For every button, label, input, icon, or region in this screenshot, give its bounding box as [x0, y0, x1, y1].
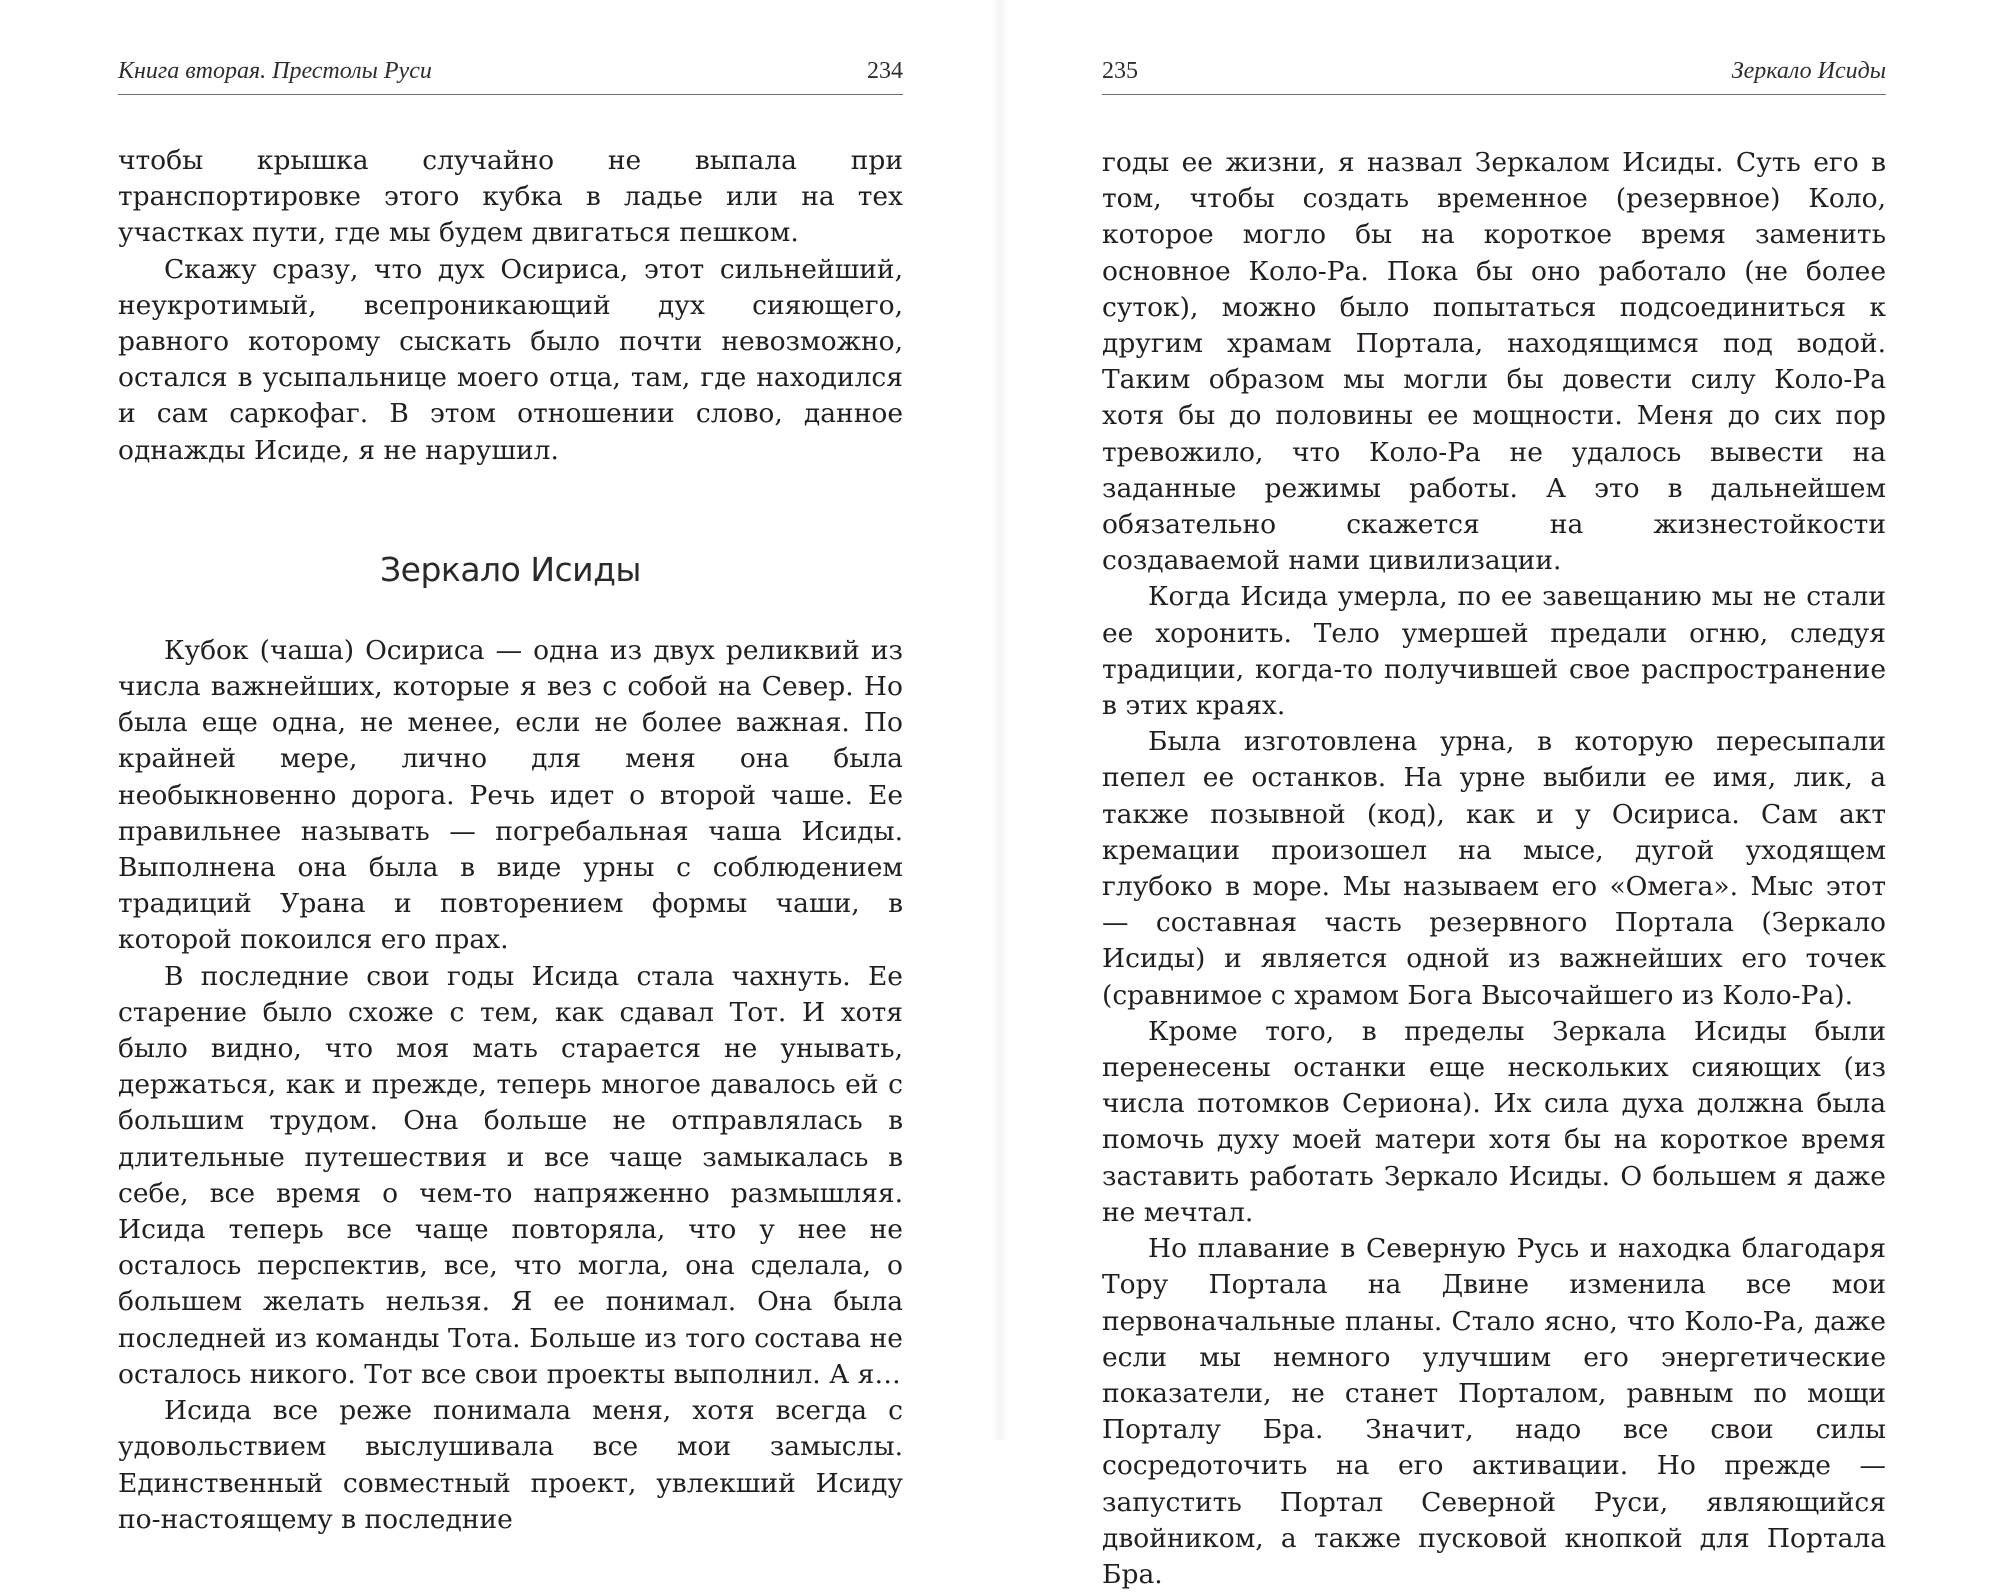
- paragraph: Кроме того, в пределы Зеркала Исиды были перенесены останки еще нескольких сияющих (из числа потомков Сериона). Их сила духа должна была помочь духу моей матери хотя бы на короткое время заставить работать Зеркало Исиды. О большем я даже не мечтал.: [1102, 1015, 1886, 1228]
- paragraph: В последние свои годы Исида стала чахнуть. Ее старение было схоже с тем, как сдавал Тот. И хотя было видно, что моя мать старается не унывать, держаться, как и прежде, теперь многое давалось ей с большим трудом. Она больше не отправлялась в длительные путешествия и все чаще замыкалась в себе, все время о чем-то напряженно размышляя. Исида теперь все чаще повторяла, что у нее не осталось перспектив, все, что могла, она сделала, о большем желать нельзя. Я ее понимал. Она была последней из команды Тота. Больше из того состава не осталось никого. Тот все свои проекты выполнил. А я…: [118, 960, 903, 1390]
- paragraph: годы ее жизни, я назвал Зеркалом Исиды. Суть его в том, чтобы создать временное (резервное) Коло, которое могло бы на короткое время заменить основное Коло-Ра. Пока бы оно работало (не более суток), можно было попытаться подсоединиться к другим храмам Портала, находящимся под водой. Таким образом мы могли бы довести силу Коло-Ра хотя бы до половины ее мощности. Меня до сих пор тревожило, что Коло-Ра не удалось вывести на заданные режимы работы. А это в дальнейшем обязательно скажется на жизнестойкости создаваемой нами цивилизации.: [1102, 147, 1886, 577]
- page-number: 234: [867, 58, 903, 84]
- paragraph: Кубок (чаша) Осириса — одна из двух реликвий из числа важнейших, которые я вез с собой на Север. Но была еще одна, не менее, если не более важная. По крайней мере, лично для меня она была необыкновенно дорога. Речь идет о второй чаше. Ее правильнее называть — погребальная чаша Исиды. Выполнена она была в виде урны с соблюдением традиций Урана и повторением формы чаши, в которой покоился его прах.: [118, 634, 903, 956]
- paragraph: чтобы крышка случайно не выпала при транспортировке этого кубка в ладье или на тех участках пути, где мы будем двигаться пешком.: [118, 145, 903, 249]
- right-page-body: [1102, 145, 1886, 1593]
- right-page: [1102, 0, 1886, 1590]
- running-title: Книга вторая. Престолы Руси: [118, 58, 432, 84]
- running-head-right: [1102, 58, 1886, 95]
- section-title: Зеркало Исиды: [380, 549, 641, 589]
- paragraph: Исида все реже понимала меня, хотя всегда с удовольствием выслушивала все мои замыслы. Единственный совместный проект, увлекший Исиду по-настоящему в последние: [118, 1395, 903, 1535]
- paragraph: Была изготовлена урна, в которую пересыпали пепел ее останков. На урне выбили ее имя, лик, а также позывной (код), как и у Осириса. Сам акт кремации произошел на мысе, дугой уходящем глубоко в море. Мы называем его «Омега». Мыс этот — составная часть резервного Портала (Зеркало Исиды) и является одной из важнейших его точек (сравнимое с храмом Бога Высочайшего из Коло-Ра).: [1102, 726, 1886, 1011]
- left-page-body: [118, 143, 903, 1538]
- paragraph: Но плавание в Северную Русь и находка благодаря Тору Портала на Двине изменила все мои первоначальные планы. Стало ясно, что Коло-Ра, даже если мы немного улучшим его энергетические показатели, не станет Порталом, равным по мощи Порталу Бра. Значит, надо все свои силы сосредоточить на его активации. Но прежде — запустить Портал Северной Руси, являющийся двойником, а также пусковой кнопкой для Портала Бра.: [1102, 1233, 1886, 1590]
- page-number: 235: [1102, 58, 1138, 84]
- page-gutter: [992, 0, 1008, 1440]
- paragraph: Скажу сразу, что дух Осириса, этот сильнейший, неукротимый, всепроникающий дух сияющего, равного которому сыскать было почти невозможно, остался в усыпальнице моего отца, там, где находился и сам саркофаг. В этом отношении слово, данное однажды Исиде, я не нарушил.: [118, 253, 903, 466]
- running-head-left: [118, 58, 903, 95]
- paragraph: Когда Исида умерла, по ее завещанию мы не стали ее хоронить. Тело умершей предали огню, следуя традиции, когда-то получившей свое распространение в этих краях.: [1102, 581, 1886, 722]
- running-title: Зеркало Исиды: [1731, 58, 1886, 84]
- left-page: [118, 0, 903, 1535]
